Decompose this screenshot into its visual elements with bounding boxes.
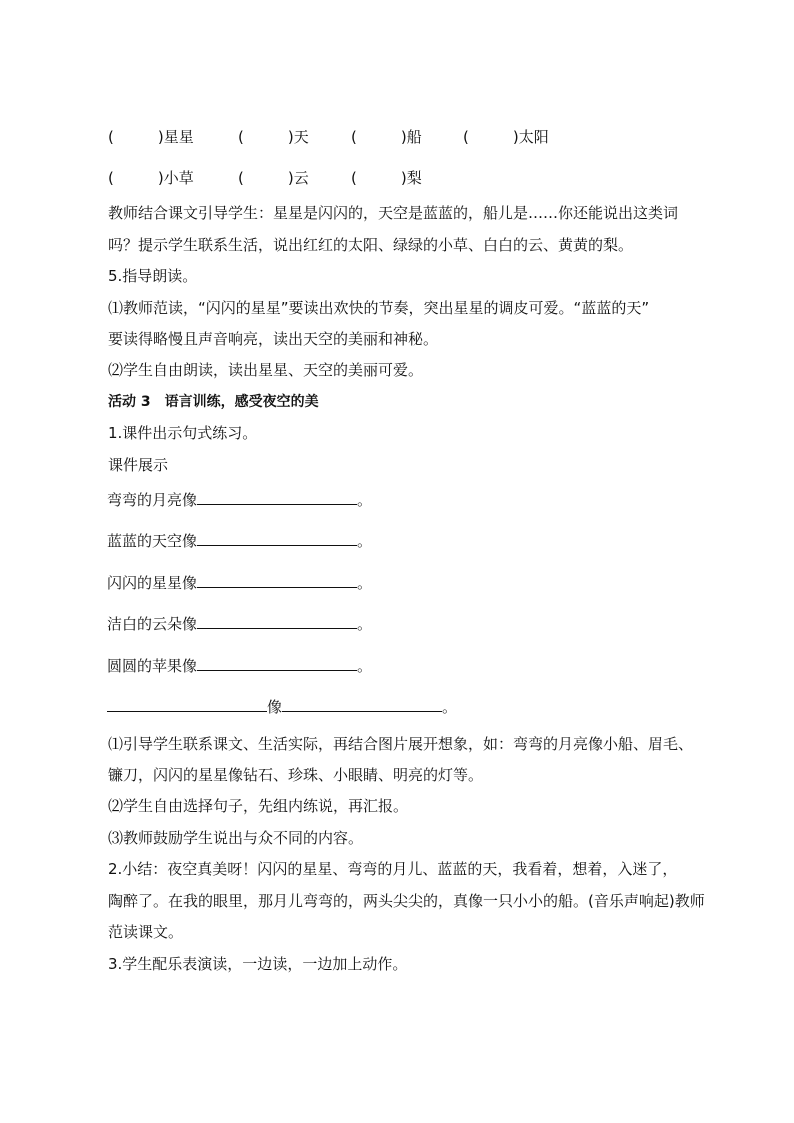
sub-item-3: ⑶教师鼓励学生说出与众不同的内容。 [108, 829, 364, 847]
answer-blank[interactable] [197, 656, 357, 671]
sentence-end: 。 [357, 532, 373, 550]
answer-blank[interactable] [197, 614, 357, 629]
fill-word-item: ( )太阳 [463, 128, 549, 146]
sub-item-1-line-2: 镰刀，闪闪的星星像钻石、珍珠、小眼睛、明亮的灯等。 [108, 766, 484, 784]
sentence-prefix: 弯弯的月亮像 [107, 491, 198, 509]
blank-sentence-line [107, 697, 457, 717]
sentence-line [107, 531, 372, 551]
item-5-2: ⑵学生自由朗读，读出星星、天空的美丽可爱。 [108, 361, 424, 379]
sentence-line [107, 614, 372, 634]
sub-item-1-line-1: ⑴引导学生联系课文、生活实际，再结合图片展开想象，如：弯弯的月亮像小船、眉毛、 [108, 735, 694, 753]
activity-item-1: 1.课件出示句式练习。 [108, 424, 258, 442]
courseware-label: 课件展示 [108, 456, 169, 474]
activity-3-heading: 活动 3 语言训练，感受夜空的美 [108, 394, 319, 410]
sub-item-2: ⑵学生自由选择句子，先组内练说，再汇报。 [108, 797, 409, 815]
item-5-1-line-2: 要读得略慢且声音响亮，读出天空的美丽和神秘。 [108, 330, 439, 348]
item-5-heading: 5.指导朗读。 [108, 267, 198, 285]
sentence-end: 。 [442, 698, 458, 716]
sentence-line [107, 656, 372, 676]
sentence-end: 。 [357, 574, 373, 592]
item-3: 3.学生配乐表演读，一边读，一边加上动作。 [108, 955, 408, 973]
answer-blank[interactable] [107, 697, 267, 712]
answer-blank[interactable] [197, 531, 357, 546]
sentence-line [107, 490, 372, 510]
summary-line-1: 2.小结：夜空真美呀！闪闪的星星、弯弯的月儿、蓝蓝的天，我看着，想着，入迷了， [108, 860, 678, 878]
paragraph-guide-line-1: 教师结合课文引导学生：星星是闪闪的，天空是蓝蓝的，船儿是……你还能说出这类词 [108, 204, 679, 222]
sentence-middle: 像 [267, 698, 283, 716]
item-5-1-line-1: ⑴教师范读，“闪闪的星星”要读出欢快的节奏，突出星星的调皮可爱。“蓝蓝的天” [108, 299, 650, 317]
paragraph-guide-line-2: 吗？提示学生联系生活，说出红红的太阳、绿绿的小草、白白的云、黄黄的梨。 [108, 236, 634, 254]
sentence-prefix: 洁白的云朵像 [107, 615, 198, 633]
fill-word-item: ( )船 [351, 128, 422, 146]
sentence-prefix: 蓝蓝的天空像 [107, 532, 198, 550]
sentence-line [107, 573, 372, 593]
sentence-prefix: 闪闪的星星像 [107, 574, 198, 592]
sentence-end: 。 [357, 491, 373, 509]
sentence-end: 。 [357, 657, 373, 675]
answer-blank[interactable] [197, 573, 357, 588]
summary-line-2: 陶醉了。在我的眼里，那月儿弯弯的，两头尖尖的，真像一只小小的船。(音乐声响起)教师 [108, 892, 705, 910]
fill-word-item: ( )星星 [108, 128, 194, 146]
sentence-prefix: 圆圆的苹果像 [107, 657, 198, 675]
summary-line-3: 范读课文。 [108, 923, 184, 941]
answer-blank[interactable] [197, 490, 357, 505]
fill-word-item: ( )梨 [351, 169, 422, 187]
sentence-end: 。 [357, 615, 373, 633]
fill-word-item: ( )小草 [108, 169, 194, 187]
fill-word-item: ( )天 [238, 128, 309, 146]
answer-blank[interactable] [282, 697, 442, 712]
fill-word-item: ( )云 [238, 169, 309, 187]
